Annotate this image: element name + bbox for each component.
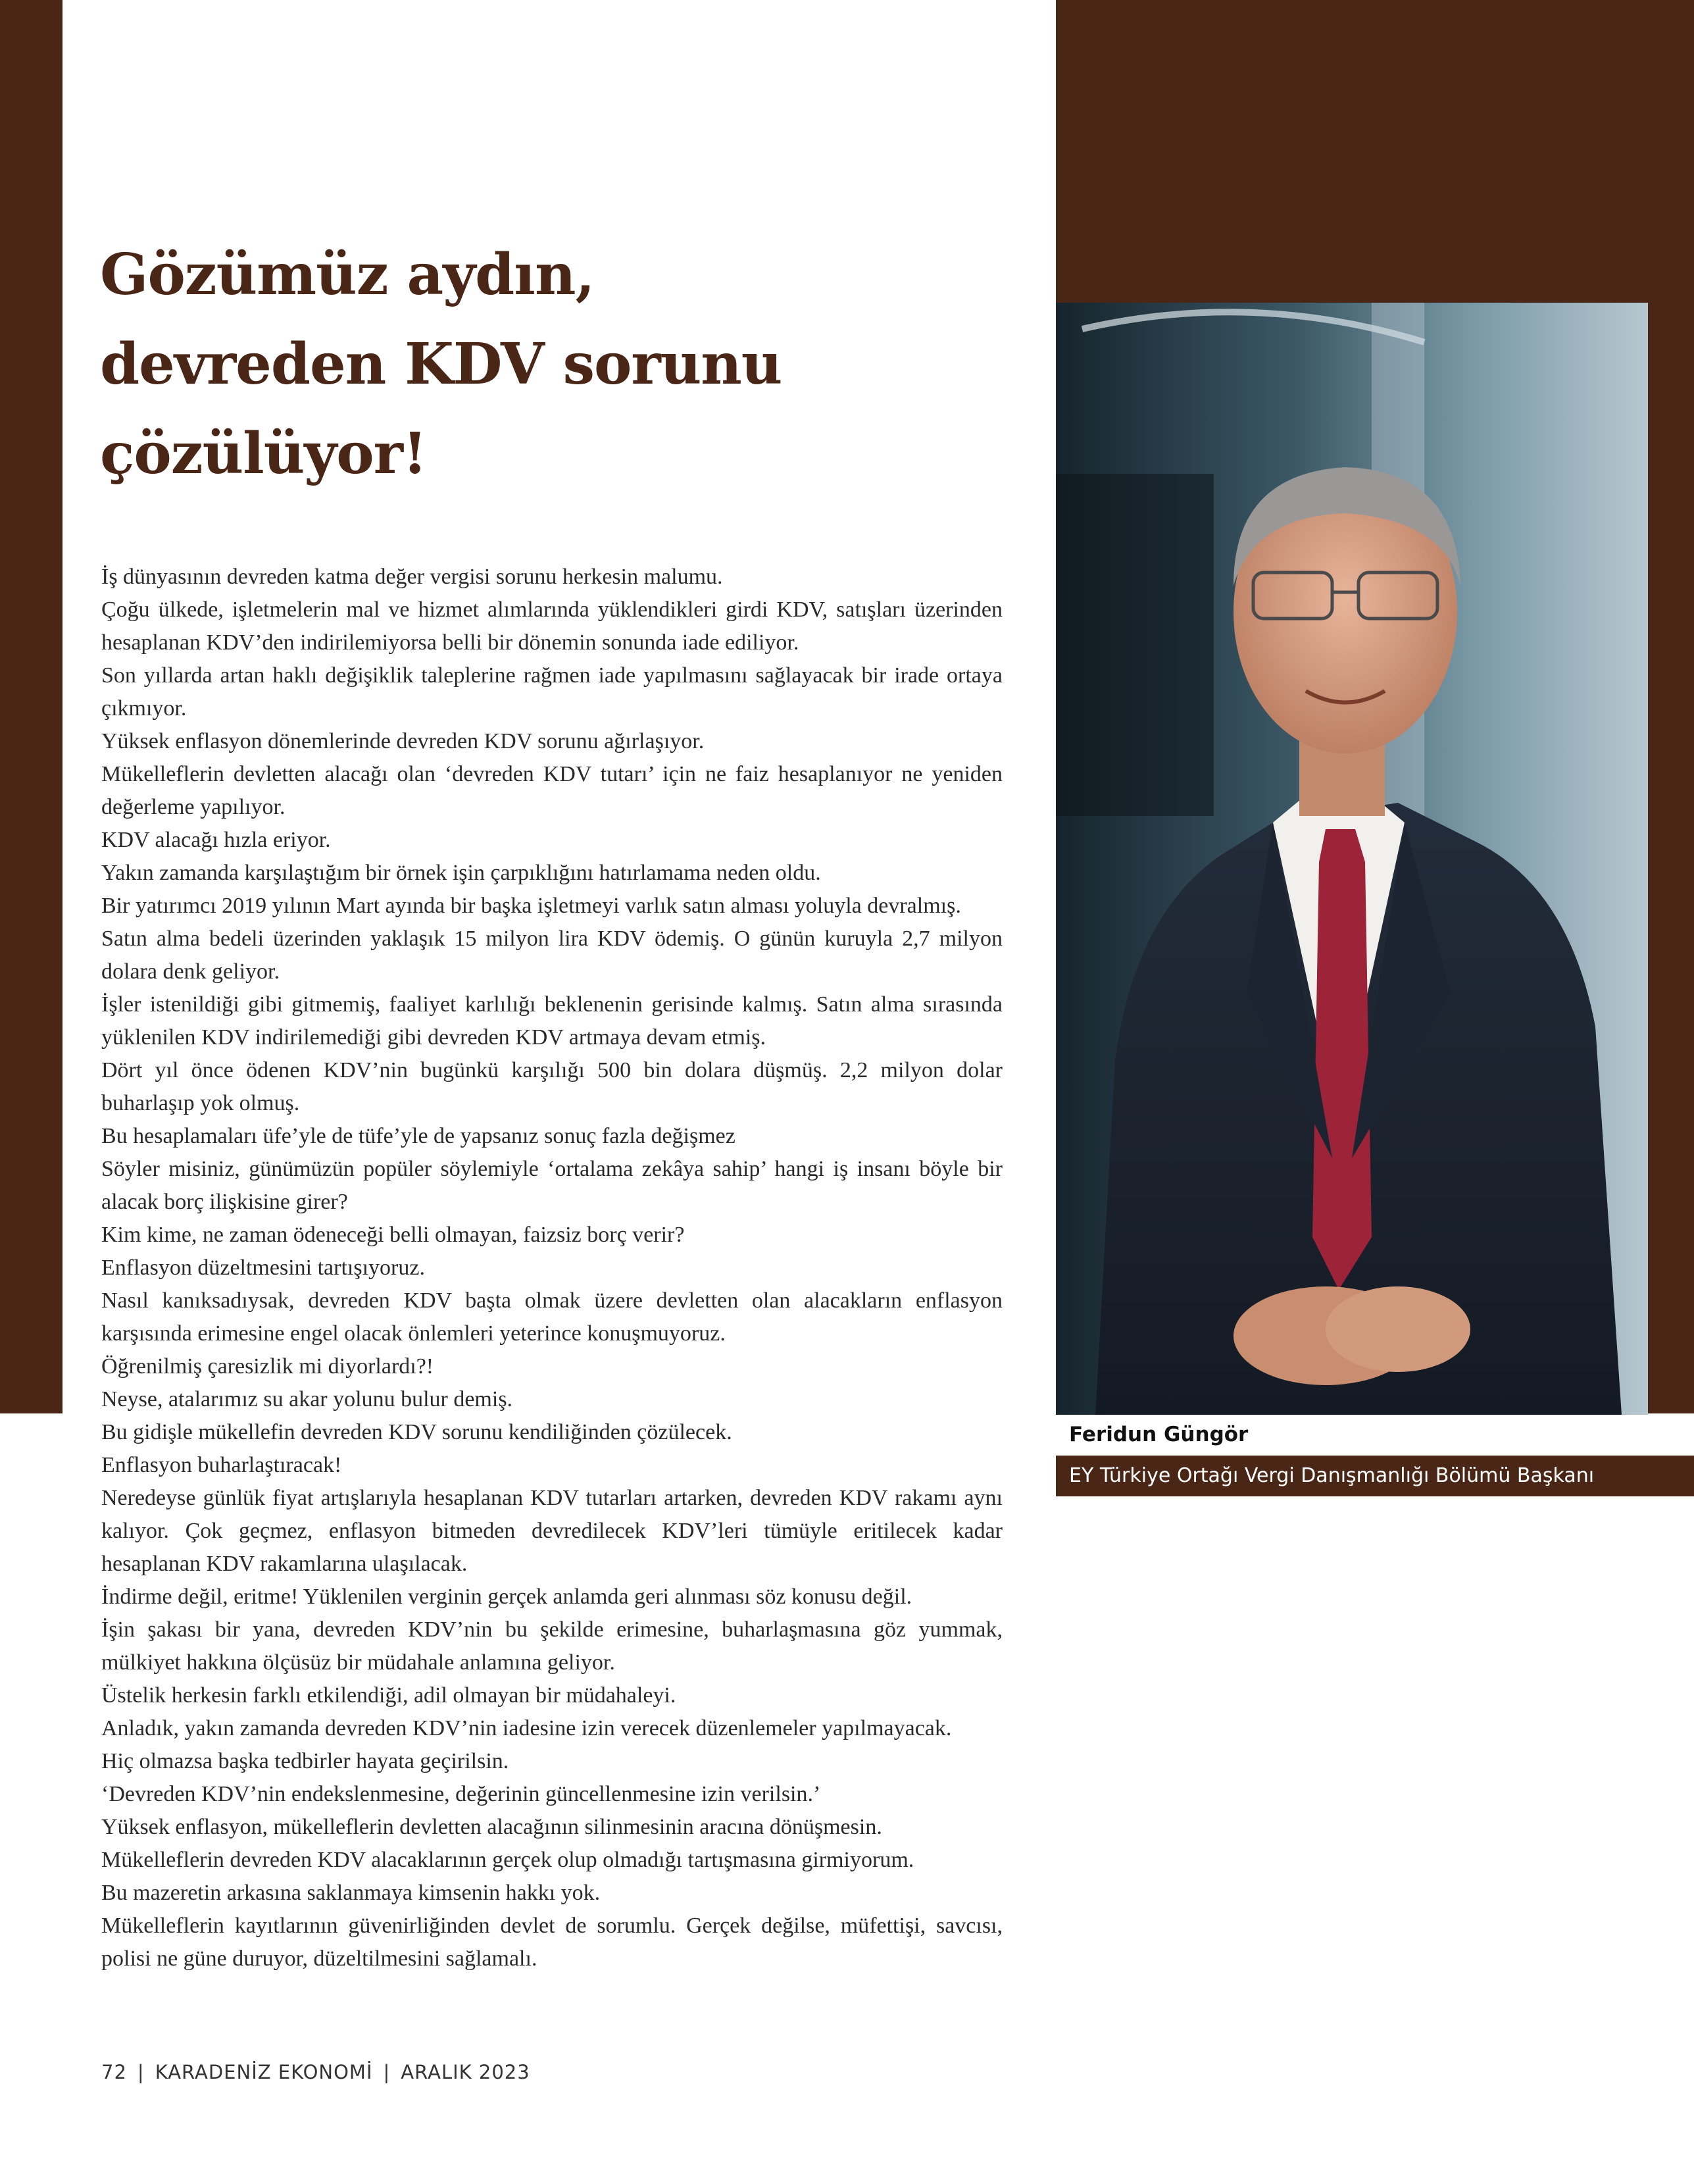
paragraph: Anladık, yakın zamanda devreden KDV’nin iadesine izin verecek düzenlemeler yapılmayacak. xyxy=(101,1716,952,1740)
paragraph: Neyse, atalarımız su akar yolunu bulur demiş. xyxy=(101,1387,513,1411)
page-number: 72 xyxy=(101,2061,127,2083)
paragraph: Mükelleflerin devreden KDV alacaklarının gerçek olup olmadığı tartışmasına girmiyorum. xyxy=(101,1848,914,1872)
paragraph: İndirme değil, eritme! Yüklenilen verginin gerçek anlamda geri alınması söz konusu değil. xyxy=(101,1585,912,1609)
paragraph: Nasıl kanıksadıysak, devreden KDV başta olmak üzere devletten olan alacakların enflasyon karşısında erimesine engel olacak önlemleri yeterince konuşmuyoruz. xyxy=(101,1288,1003,1346)
paragraph: Yüksek enflasyon dönemlerinde devreden KDV sorunu ağırlaşıyor. xyxy=(101,729,705,753)
right-accent-bar xyxy=(1648,303,1694,1413)
caption-name: Feridun Güngör xyxy=(1069,1423,1249,1446)
paragraph: ‘Devreden KDV’nin endekslenmesine, değerinin güncellenmesine izin verilsin.’ xyxy=(101,1782,821,1806)
paragraph: İş dünyasının devreden katma değer vergisi sorunu herkesin malumu. xyxy=(101,565,723,589)
paragraph: Son yıllarda artan haklı değişiklik taleplerine rağmen iade yapılmasını sağlayacak bir irade ortaya çıkmıyor. xyxy=(101,663,1003,721)
paragraph: Bu gidişle mükellefin devreden KDV sorunu kendiliğinden çözülecek. xyxy=(101,1420,732,1444)
publication-name: KARADENİZ EKONOMİ xyxy=(155,2061,373,2083)
issue-date: ARALIK 2023 xyxy=(401,2061,530,2083)
paragraph: İşin şakası bir yana, devreden KDV’nin bu şekilde erimesine, buharlaşmasına göz yummak, mülkiyet hakkına ölçüsüz bir müdahale anlamına geliyor. xyxy=(101,1617,1003,1675)
paragraph: Satın alma bedeli üzerinden yaklaşık 15 milyon lira KDV ödemiş. O günün kuruyla 2,7 milyon dolara denk geliyor. xyxy=(101,927,1003,984)
paragraph: Enflasyon buharlaştıracak! xyxy=(101,1453,342,1477)
paragraph: KDV alacağı hızla eriyor. xyxy=(101,828,331,852)
paragraph: Neredeyse günlük fiyat artışlarıyla hesaplanan KDV tutarları artarken, devreden KDV rakamı aynı kalıyor. Çok geçmez, enflasyon bitmeden devredilecek KDV’leri tümüyle eritilecek kadar hesaplanan KDV rakamlarına ulaşılacak. xyxy=(101,1486,1003,1576)
headline-line: devreden KDV sorunu xyxy=(100,331,782,397)
paragraph: İşler istenildiği gibi gitmemiş, faaliyet karlılığı beklenenin gerisinde kalmış. Satın alma sırasında yüklenilen KDV indirilemediği gibi devreden KDV artmaya devam etmiş. xyxy=(101,992,1003,1050)
paragraph: Üstelik herkesin farklı etkilendiği, adil olmayan bir müdahaleyi. xyxy=(101,1683,676,1708)
paragraph: Bu hesaplamaları üfe’yle de tüfe’yle de yapsanız sonuç fazla değişmez xyxy=(101,1124,735,1148)
paragraph: Yüksek enflasyon, mükelleflerin devletten alacağının silinmesinin aracına dönüşmesin. xyxy=(101,1815,882,1839)
caption-title: EY Türkiye Ortağı Vergi Danışmanlığı Bölümü Başkanı xyxy=(1056,1456,1694,1496)
paragraph: Hiç olmazsa başka tedbirler hayata geçirilsin. xyxy=(101,1749,509,1773)
headline-line: çözülüyor! xyxy=(100,420,427,487)
top-right-accent-block xyxy=(1056,0,1694,303)
paragraph: Söyler misiniz, günümüzün popüler söylemiyle ‘ortalama zekâya sahip’ hangi iş insanı böyle bir alacak borç ilişkisine girer? xyxy=(101,1157,1003,1214)
paragraph: Yakın zamanda karşılaştığım bir örnek işin çarpıklığını hatırlamama neden oldu. xyxy=(101,861,821,885)
headline-line: Gözümüz aydın, xyxy=(100,241,595,308)
portrait-illustration xyxy=(1056,303,1648,1415)
paragraph: Öğrenilmiş çaresizlik mi diyorlardı?! xyxy=(101,1354,434,1379)
page-footer xyxy=(101,2061,530,2083)
paragraph: Bir yatırımcı 2019 yılının Mart ayında bir başka işletmeyi varlık satın alması yoluyla devralmış. xyxy=(101,894,961,918)
portrait-photo xyxy=(1056,303,1648,1415)
left-accent-bar xyxy=(0,0,62,1413)
paragraph: Mükelleflerin kayıtlarının güvenirliğinden devlet de sorumlu. Gerçek değilse, müfettişi, savcısı, polisi ne güne duruyor, düzeltilmesini sağlamalı. xyxy=(101,1914,1003,1971)
paragraph: Kim kime, ne zaman ödeneceği belli olmayan, faizsiz borç verir? xyxy=(101,1223,685,1247)
paragraph: Çoğu ülkede, işletmelerin mal ve hizmet alımlarında yüklendikleri girdi KDV, satışları üzerinden hesaplanan KDV’den indirilemiyorsa belli bir dönemin sonunda iade ediliyor. xyxy=(101,597,1003,655)
paragraph: Enflasyon düzeltmesini tartışıyoruz. xyxy=(101,1256,425,1280)
article-body xyxy=(101,561,1003,1975)
paragraph: Mükelleflerin devletten alacağı olan ‘devreden KDV tutarı’ için ne faiz hesaplanıyor ne yeniden değerleme yapılıyor. xyxy=(101,762,1003,819)
separator: | xyxy=(137,2061,145,2083)
article-headline xyxy=(100,230,955,499)
separator: | xyxy=(383,2061,391,2083)
paragraph: Dört yıl önce ödenen KDV’nin bugünkü karşılığı 500 bin dolara düşmüş. 2,2 milyon dolar buharlaşıp yok olmuş. xyxy=(101,1058,1003,1115)
paragraph: Bu mazeretin arkasına saklanmaya kimsenin hakkı yok. xyxy=(101,1881,601,1905)
